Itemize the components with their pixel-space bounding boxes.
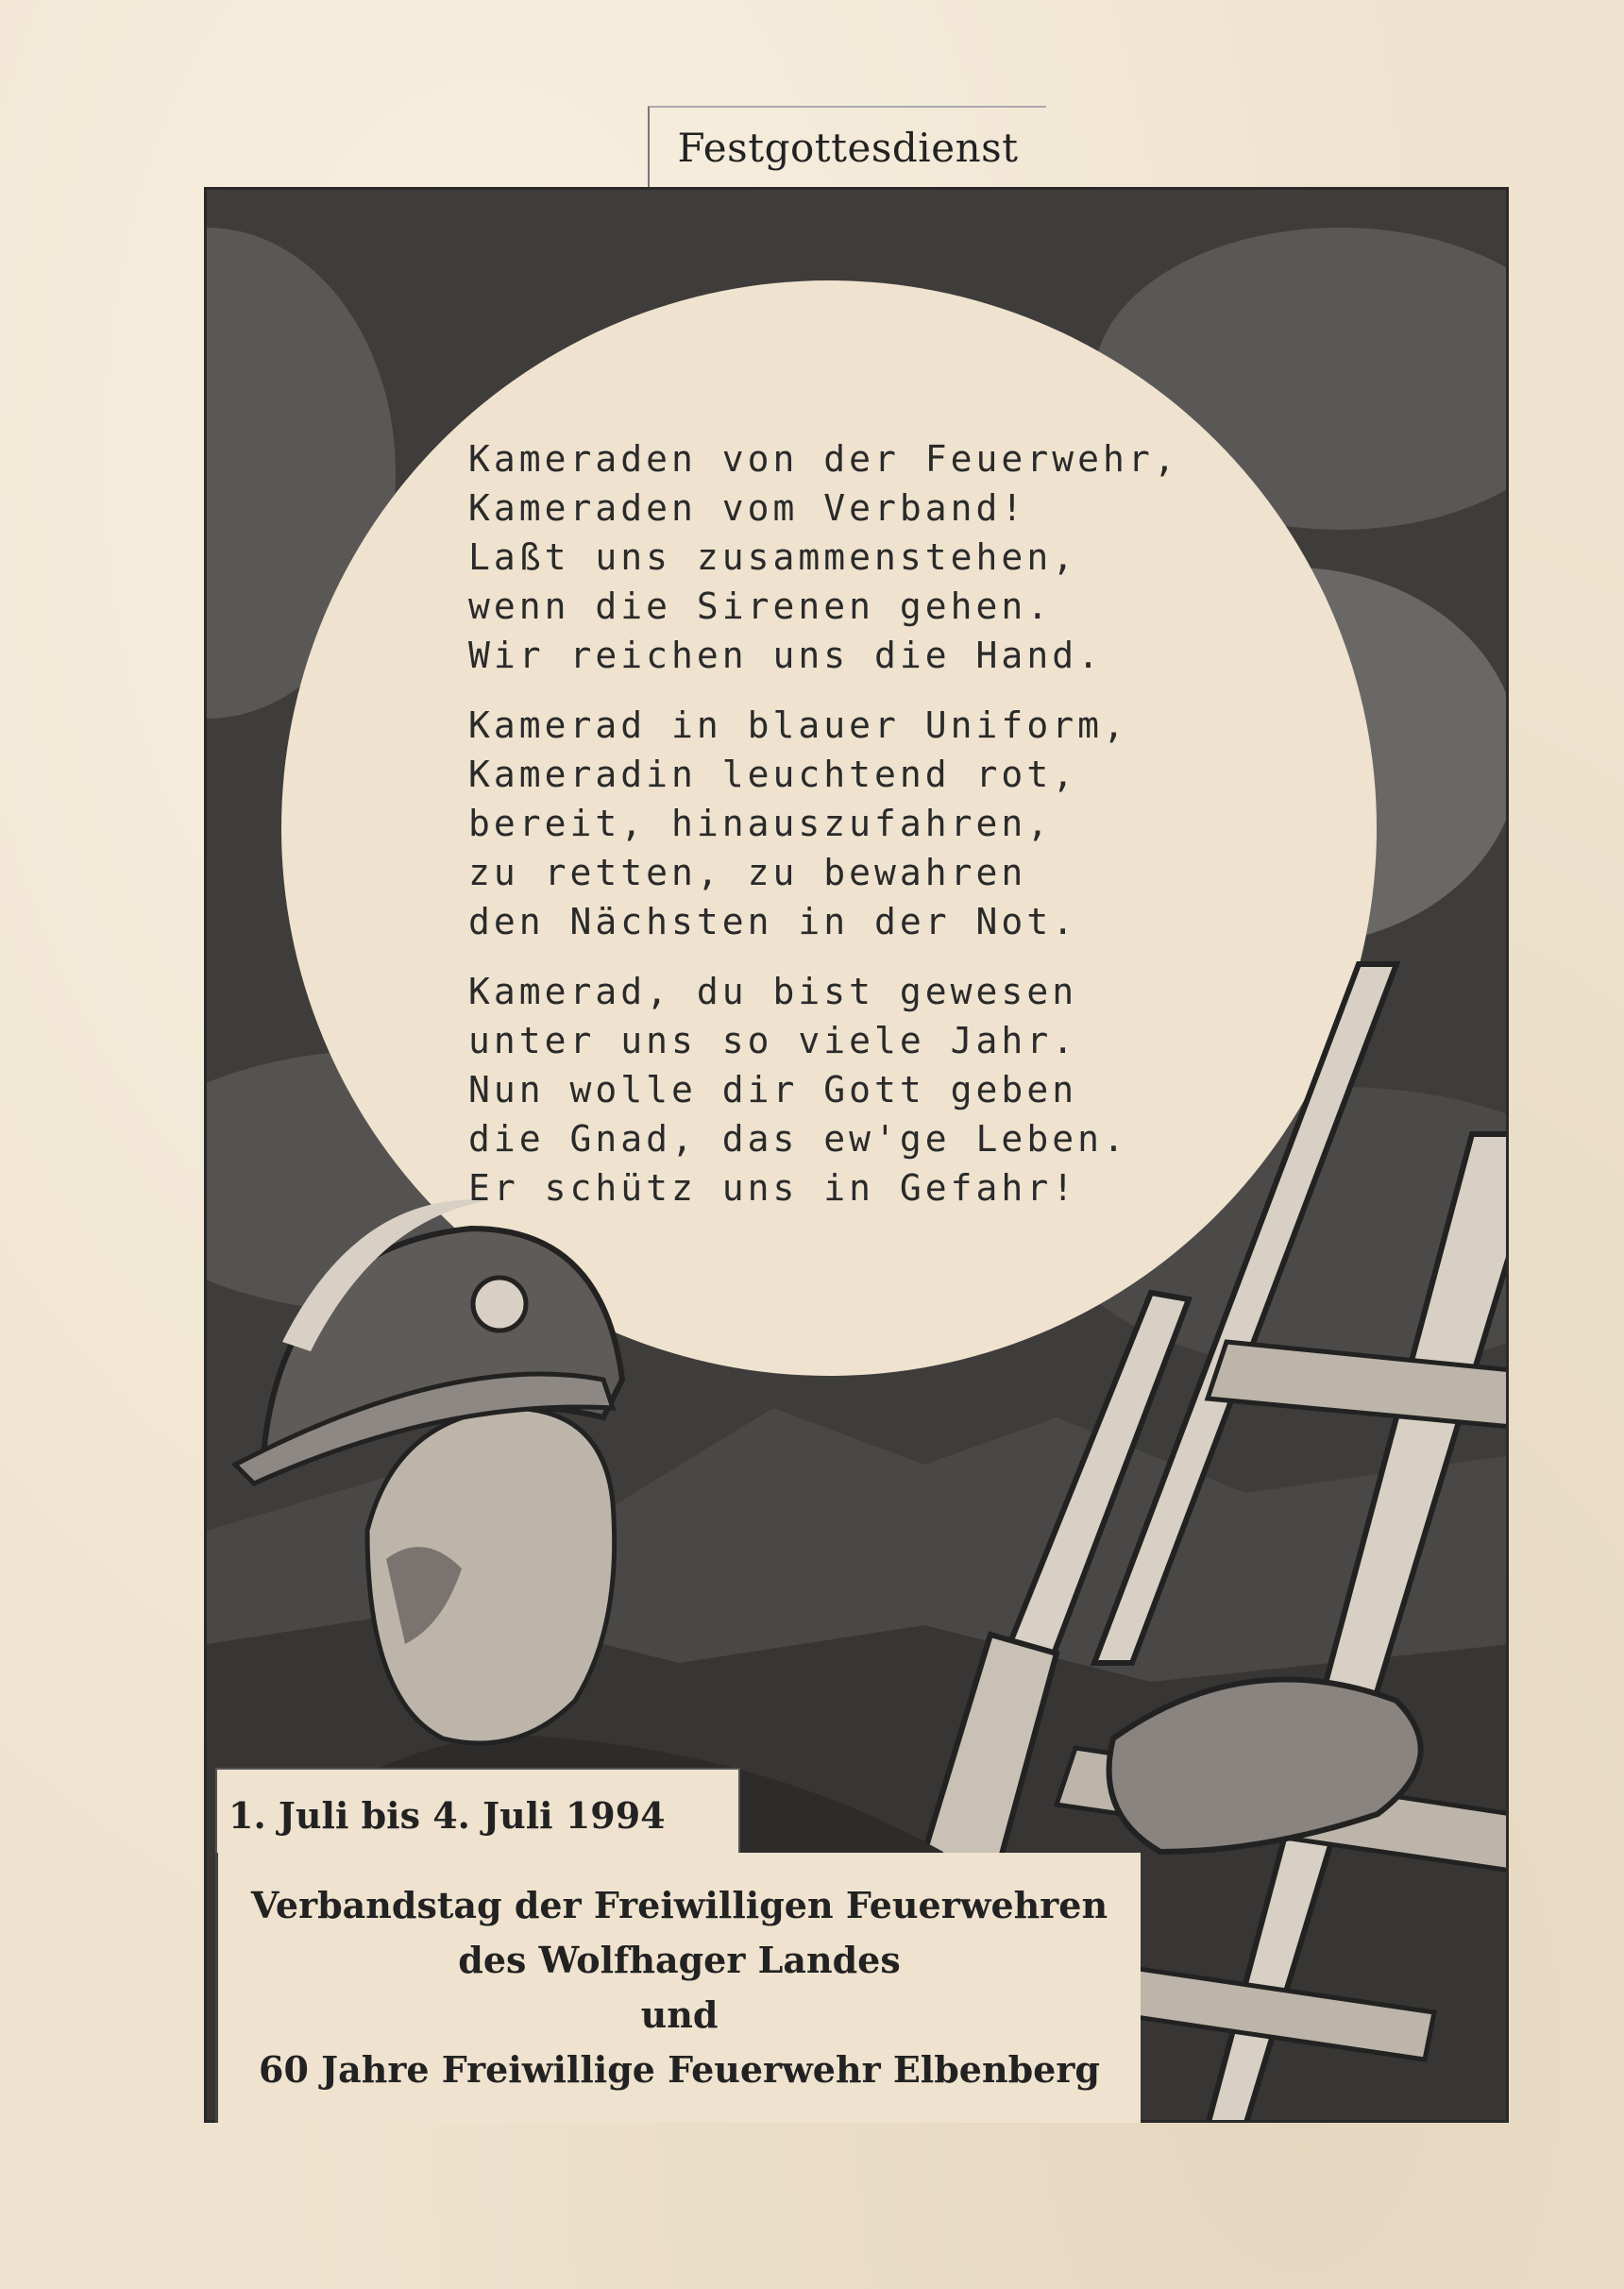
event-description-box xyxy=(215,1853,1141,2123)
poem-line: den Nächsten in der Not. xyxy=(468,901,1078,942)
event-line: 60 Jahre Freiwillige Feuerwehr Elbenberg xyxy=(259,2048,1100,2091)
event-line: des Wolfhager Landes xyxy=(458,1939,901,1981)
poem-line: wenn die Sirenen gehen. xyxy=(468,585,1053,627)
poem-line: Er schütz uns in Gefahr! xyxy=(468,1167,1078,1209)
poem-line: Kameradin leuchtend rot, xyxy=(468,754,1078,795)
event-date: 1. Juli bis 4. Juli 1994 xyxy=(228,1793,666,1837)
poem-line: Kamerad, du bist gewesen xyxy=(468,971,1078,1012)
event-line: und xyxy=(640,1993,719,2036)
poem-line: bereit, hinauszufahren, xyxy=(468,803,1053,844)
poem-line: Nun wolle dir Gott geben xyxy=(468,1069,1078,1111)
poem-line: die Gnad, das ew'ge Leben. xyxy=(468,1118,1128,1160)
poem-line: Kameraden vom Verband! xyxy=(468,487,1027,529)
poem-stanza-1 xyxy=(468,434,1318,680)
poem-line: Kamerad in blauer Uniform, xyxy=(468,704,1128,746)
poem xyxy=(468,434,1318,1233)
poem-stanza-2 xyxy=(468,701,1318,946)
poem-line: Laßt uns zusammenstehen, xyxy=(468,536,1078,578)
page-title: Festgottesdienst xyxy=(677,124,1019,171)
poem-stanza-3 xyxy=(468,967,1318,1212)
poem-line: unter uns so viele Jahr. xyxy=(468,1020,1078,1061)
helmet-badge-icon xyxy=(473,1278,526,1331)
poem-line: Kameraden von der Feuerwehr, xyxy=(468,438,1179,480)
event-date-box xyxy=(215,1768,740,1862)
title-label-box xyxy=(648,106,1046,187)
poem-line: Wir reichen uns die Hand. xyxy=(468,635,1103,676)
event-line: Verbandstag der Freiwilligen Feuerwehren xyxy=(250,1884,1108,1926)
poem-line: zu retten, zu bewahren xyxy=(468,852,1027,893)
